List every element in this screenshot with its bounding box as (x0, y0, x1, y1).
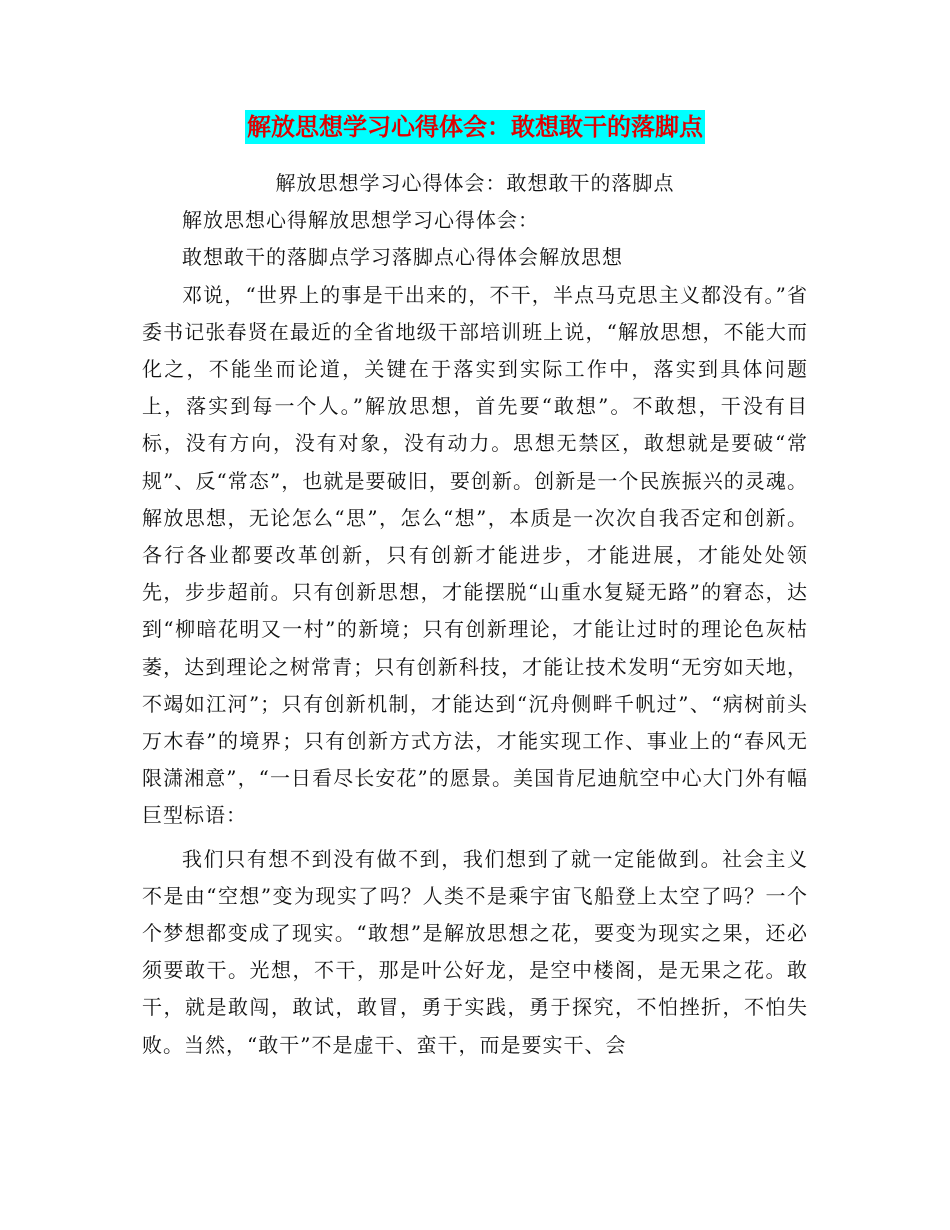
document-subtitle: 解放思想学习心得体会：敢想敢干的落脚点 (275, 171, 675, 195)
title-container (0, 110, 950, 144)
paragraph-2: 我们只有想不到没有做不到，我们想到了就一定能做到。社会主义不是由“空想”变为现实了吗？人类不是乘宇宙飞船登上太空了吗？一个个梦想都变成了现实。“敢想”是解放思想之花，要变为现实之果，还必须要敢干。光想，不干，那是叶公好龙，是空中楼阁，是无果之花。敢干，就是敢闯，敢试，敢冒，勇于实践，勇于探究，不怕挫折，不怕失败。当然，“敢干”不是虚干、蛮干，而是要实干、会 (142, 846, 808, 1057)
document-title: 解放思想学习心得体会：敢想敢干的落脚点 (245, 110, 705, 144)
meta-line-2: 敢想敢干的落脚点学习落脚点心得体会解放思想 (182, 245, 623, 270)
meta-line-1: 解放思想心得解放思想学习心得体会： (182, 208, 539, 233)
paragraph-1: 邓说，“世界上的事是干出来的，不干，半点马克思主义都没有。”省委书记张春贤在最近的全省地级干部培训班上说，“解放思想，不能大而化之，不能坐而论道，关键在于落实到实际工作中，落实到具体问题上，落实到每一个人。”解放思想，首先要“敢想”。不敢想，干没有目标，没有方向，没有对象，没有动力。思想无禁区，敢想就是要破“常规”、反“常态”，也就是要破旧，要创新。创新是一个民族振兴的灵魂。解放思想，无论怎么“思”，怎么“想”，本质是一次次自我否定和创新。各行各业都要改革创新，只有创新才能进步，才能进展，才能处处领先，步步超前。只有创新思想，才能摆脱“山重水复疑无路”的窘态，达到“柳暗花明又一村”的新境；只有创新理论，才能让过时的理论色灰枯萎，达到理论之树常青；只有创新科技，才能让技术发明“无穷如天地，不竭如江河”；只有创新机制，才能达到“沉舟侧畔千帆过”、“病树前头万木春”的境界；只有创新方式方法，才能实现工作、事业上的“春风无限潇湘意”，“一日看尽长安花”的愿景。美国肯尼迪航空中心大门外有幅巨型标语： (142, 282, 808, 828)
document-body (142, 165, 808, 1064)
